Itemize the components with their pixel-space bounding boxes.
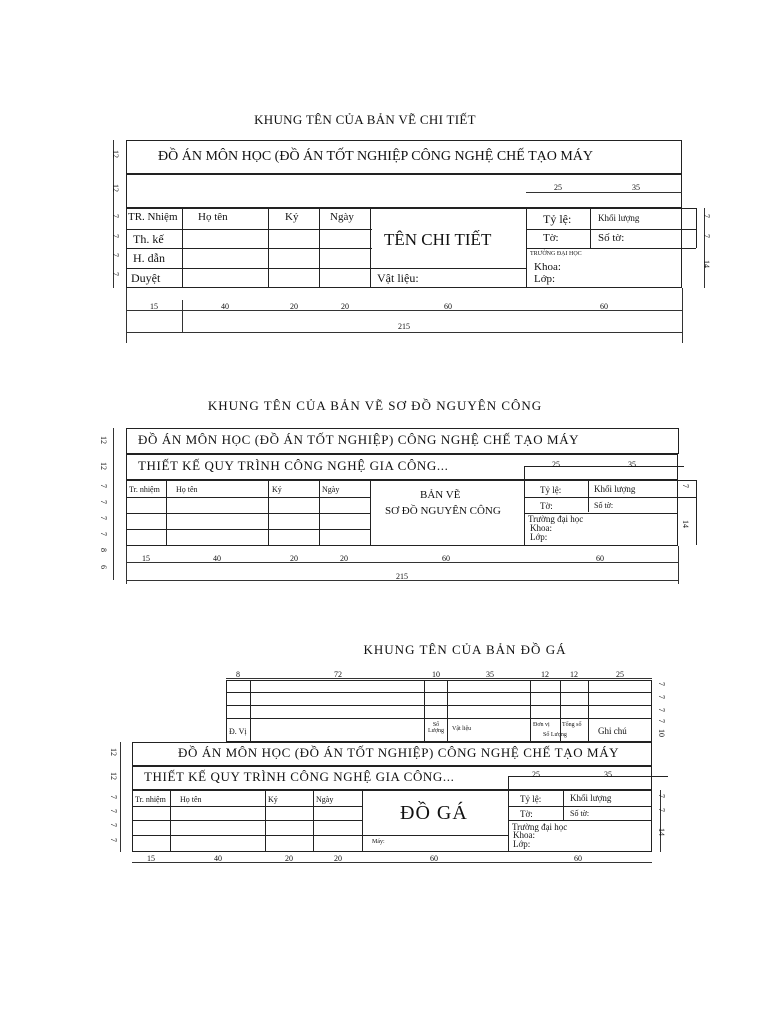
- dim-label: 7: [111, 272, 120, 276]
- frame-3-scale: Tỷ lệ:: [520, 794, 542, 804]
- frame-1-material: Vật liệu:: [377, 271, 419, 285]
- parts-header: Số Lượng: [543, 732, 567, 738]
- frame-1-heading: KHUNG TÊN CỦA BẢN VẼ CHI TIẾT: [254, 112, 476, 127]
- dim-label: 7: [657, 682, 666, 686]
- frame-2-scale: Tỷ lệ:: [540, 485, 562, 495]
- dim-label: 40: [213, 554, 221, 563]
- dim-label: 6: [99, 565, 108, 569]
- frame-1-blank-row: [126, 174, 682, 208]
- dim-label: 8: [236, 670, 240, 679]
- frame-3-project-title: ĐỒ ÁN MÔN HỌC (ĐỒ ÁN TỐT NGHIỆP) CÔNG NGHỆ CHẾ TẠO MÁY: [178, 745, 620, 760]
- dim-label: 25: [616, 670, 624, 679]
- dim-label: 7: [109, 838, 118, 842]
- frame-1-class: Lớp:: [534, 273, 556, 285]
- dim-label: 20: [340, 554, 348, 563]
- frame-3-class: Lớp:: [513, 839, 531, 849]
- dim-label: 60: [596, 554, 604, 563]
- frame-3-sheet-count: Số tờ:: [570, 809, 590, 818]
- frame-3-subtitle: THIẾT KẾ QUY TRÌNH CÔNG NGHỆ GIA CÔNG...: [144, 769, 455, 784]
- frame-1-col-header: Ngày: [330, 211, 354, 223]
- frame-2-col-header: Họ tên: [176, 485, 198, 494]
- dim-label: 10: [657, 729, 666, 737]
- dim-label: 7: [702, 234, 711, 238]
- frame-1-col-header: Họ tên: [198, 211, 228, 223]
- dim-label: 35: [604, 770, 612, 779]
- dim-label: 20: [290, 554, 298, 563]
- frame-3-col-header: Tr. nhiệm: [135, 795, 166, 804]
- dim-label: 25: [554, 183, 562, 192]
- dim-label: 7: [99, 532, 108, 536]
- dim-label: 8: [99, 548, 108, 552]
- frame-2-faculty: Khoa:: [530, 523, 552, 533]
- dim-label: 15: [147, 854, 155, 863]
- dim-label: 72: [334, 670, 342, 679]
- dim-label: 14: [681, 520, 690, 528]
- dim-label: 14: [657, 828, 666, 836]
- frame-2-sheet: Tờ:: [540, 501, 553, 511]
- dim-label: 7: [657, 719, 666, 723]
- parts-header: Tổng số: [562, 722, 582, 728]
- dim-label: 10: [432, 670, 440, 679]
- dim-label: 7: [99, 500, 108, 504]
- dim-label: 12: [99, 462, 108, 470]
- dim-label: 14: [702, 260, 711, 268]
- frame-3-faculty: Khoa:: [513, 830, 535, 840]
- frame-2-drawing-line-2: SƠ ĐỒ NGUYÊN CÔNG: [385, 505, 501, 517]
- frame-3-drawing-name: ĐỒ GÁ: [400, 802, 468, 824]
- frame-1-weight: Khối lượng: [598, 213, 640, 223]
- dim-label: 35: [628, 460, 636, 469]
- frame-1-col-header: TR. Nhiệm: [128, 211, 178, 223]
- dim-label: 60: [442, 554, 450, 563]
- frame-1-sheet-count: Số tờ:: [598, 232, 625, 244]
- frame-1-university: TRƯỜNG ĐẠI HỌC: [530, 251, 582, 257]
- dim-label: 60: [574, 854, 582, 863]
- dim-label: 7: [99, 484, 108, 488]
- frame-3-heading: KHUNG TÊN CỦA BẢN ĐỒ GÁ: [363, 642, 567, 657]
- dim-label: 7: [111, 214, 120, 218]
- frame-1-col-header: Ký: [285, 211, 299, 223]
- dim-label: 7: [109, 795, 118, 799]
- dim-label: 7: [111, 253, 120, 257]
- dim-label: 40: [214, 854, 222, 863]
- dim-label: 215: [398, 322, 410, 331]
- dim-label: 60: [430, 854, 438, 863]
- dim-label: 40: [221, 302, 229, 311]
- dim-label: 7: [702, 214, 711, 218]
- dim-label: 15: [150, 302, 158, 311]
- frame-2-sheet-count: Số tờ:: [594, 501, 614, 510]
- frame-2-subtitle: THIẾT KẾ QUY TRÌNH CÔNG NGHỆ GIA CÔNG...: [138, 458, 449, 473]
- dim-label: 12: [111, 184, 120, 192]
- dim-label: 7: [109, 823, 118, 827]
- dim-label: 12: [99, 436, 108, 444]
- frame-2-drawing-line-1: BẢN VẼ: [420, 489, 461, 501]
- dim-label: 7: [99, 516, 108, 520]
- dim-label: 35: [486, 670, 494, 679]
- frame-3-col-header: Ngày: [316, 795, 334, 804]
- frame-3-col-header: Ký: [268, 795, 278, 804]
- frame-1-part-name: TÊN CHI TIẾT: [384, 230, 492, 249]
- dim-label: 7: [109, 809, 118, 813]
- dim-label: 20: [334, 854, 342, 863]
- dim-label: 35: [632, 183, 640, 192]
- frame-2-project-title: ĐỒ ÁN MÔN HỌC (ĐỒ ÁN TỐT NGHIỆP) CÔNG NGHỆ CHẾ TẠO MÁY: [138, 432, 580, 447]
- frame-2-col-header: Ngày: [322, 485, 340, 494]
- parts-header: Số Lượng: [427, 722, 445, 734]
- dim-label: 7: [657, 708, 666, 712]
- dim-label: 215: [396, 572, 408, 581]
- dim-label: 20: [290, 302, 298, 311]
- frame-1-project-title: ĐỒ ÁN MÔN HỌC (ĐỒ ÁN TỐT NGHIỆP CÔNG NGHỆ CHẾ TẠO MÁY: [158, 149, 594, 164]
- frame-2-class: Lớp:: [530, 532, 548, 542]
- parts-header: Vật liệu: [452, 726, 472, 732]
- parts-header: Đơn vị: [533, 722, 550, 728]
- dim-label: 12: [570, 670, 578, 679]
- dim-label: 15: [142, 554, 150, 563]
- frame-1-row-label: Th. kế: [133, 232, 164, 246]
- frame-3-sheet: Tờ:: [520, 809, 533, 819]
- dim-label: 60: [600, 302, 608, 311]
- frame-2-col-header: Tr. nhiệm: [129, 485, 160, 494]
- dim-label: 12: [109, 772, 118, 780]
- dim-label: 25: [532, 770, 540, 779]
- dim-label: 25: [552, 460, 560, 469]
- dim-label: 12: [111, 150, 120, 158]
- dim-label: 20: [285, 854, 293, 863]
- parts-header: Đ. Vị: [229, 727, 247, 736]
- parts-header: Ghi chú: [598, 726, 627, 736]
- dim-label: 7: [111, 234, 120, 238]
- frame-2-col-header: Ký: [272, 485, 282, 494]
- dim-label: 12: [109, 748, 118, 756]
- frame-2-weight: Khối lượng: [594, 484, 636, 494]
- dim-label: 7: [657, 695, 666, 699]
- dim-label: 7: [657, 794, 666, 798]
- frame-2-heading: KHUNG TÊN CỦA BẢN VẼ SƠ ĐỒ NGUYÊN CÔNG: [207, 398, 543, 413]
- frame-1-scale: Tỷ lệ:: [543, 212, 572, 226]
- frame-3-machine: Máy:: [372, 839, 385, 845]
- frame-1-row-label: H. dẫn: [133, 251, 165, 265]
- dim-label: 60: [444, 302, 452, 311]
- frame-1-sheet: Tờ:: [543, 232, 559, 244]
- dim-label: 12: [541, 670, 549, 679]
- frame-2-university: Trường đại học: [528, 514, 584, 524]
- frame-1-faculty: Khoa:: [534, 261, 561, 273]
- dim-label: 7: [681, 484, 690, 488]
- dim-label: 20: [341, 302, 349, 311]
- dim-label: 7: [657, 808, 666, 812]
- frame-3-university: Trường đại học: [512, 822, 568, 832]
- frame-3-weight: Khối lượng: [570, 793, 612, 803]
- frame-1-row-label: Duyệt: [131, 271, 161, 285]
- frame-3-col-header: Họ tên: [180, 795, 202, 804]
